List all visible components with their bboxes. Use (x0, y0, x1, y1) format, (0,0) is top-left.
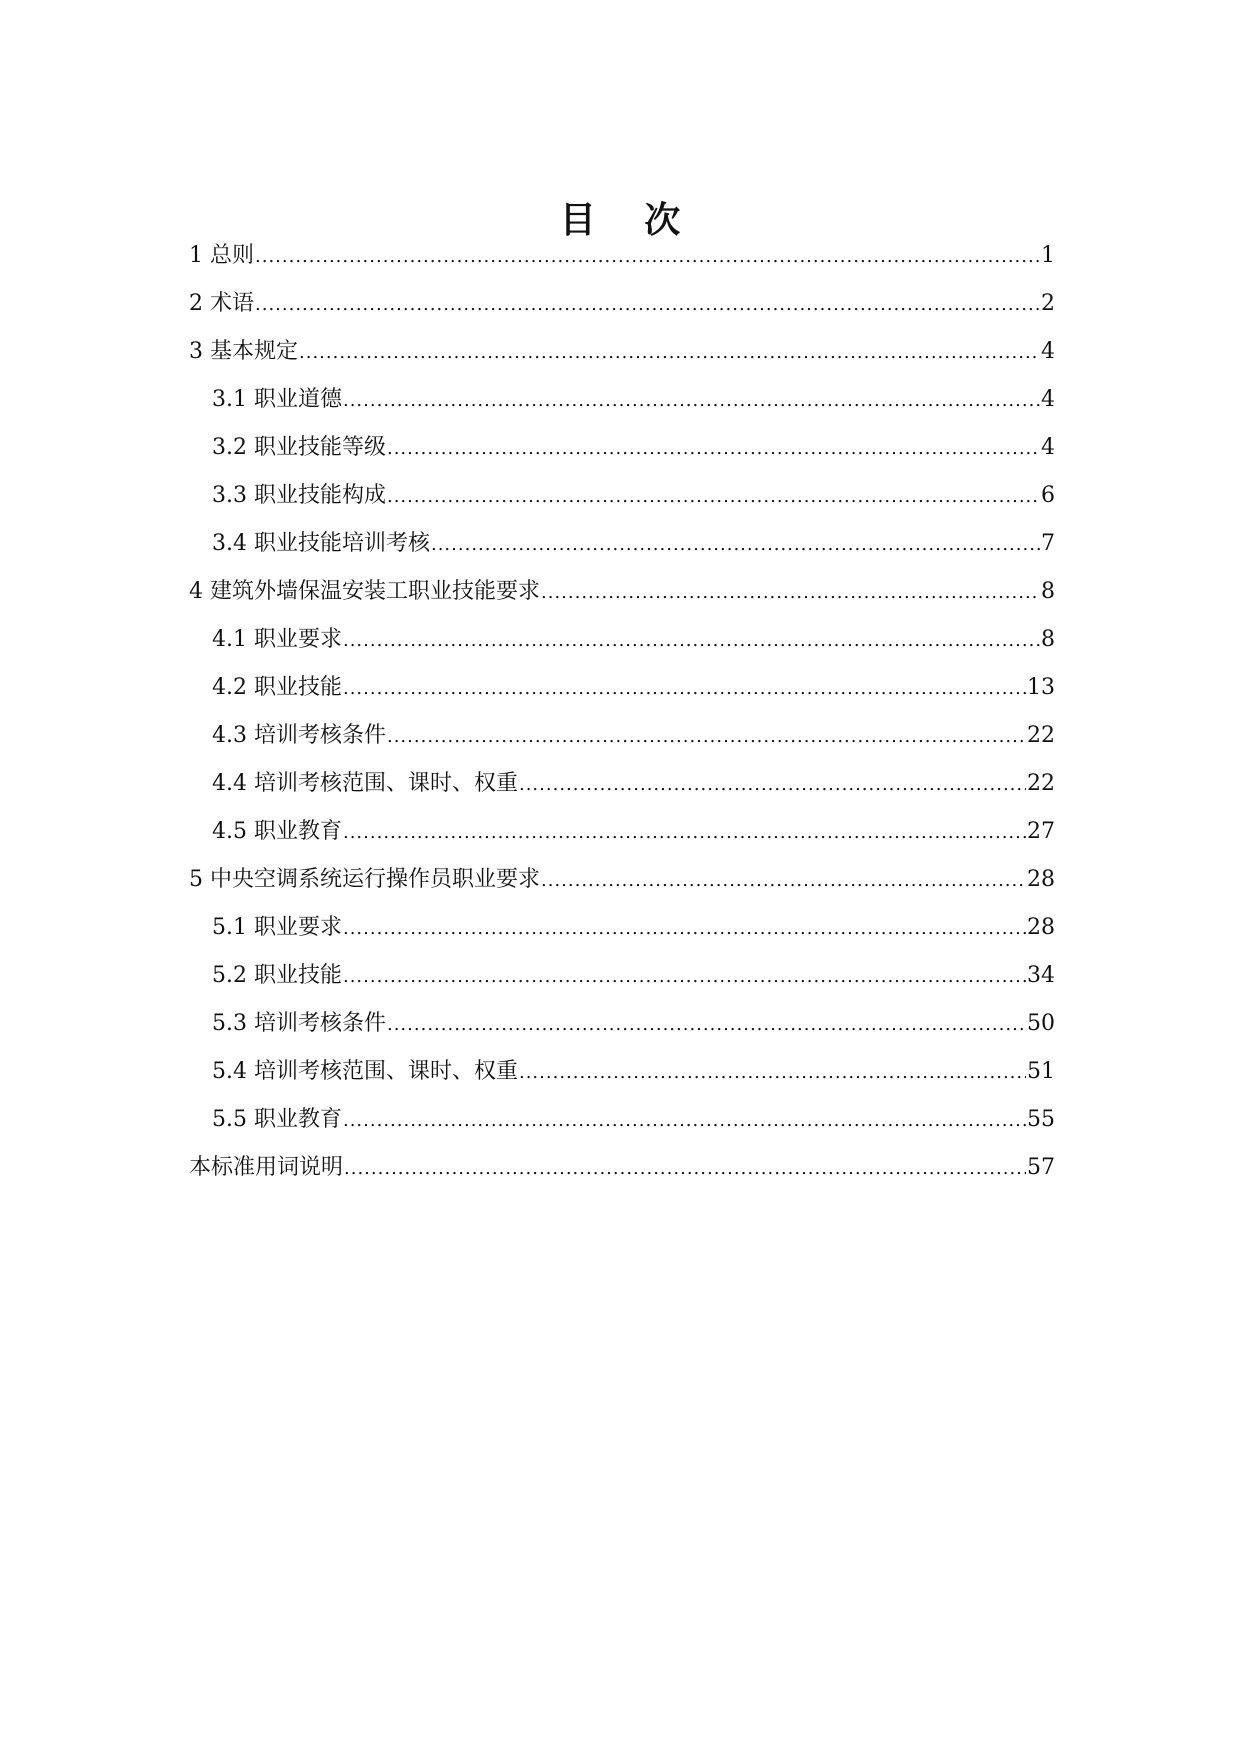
toc-subentry[interactable] (189, 760, 1055, 808)
toc-entry[interactable] (189, 280, 1055, 328)
toc-page-number: 34 (1027, 963, 1055, 988)
toc-entry-title: 3.3 职业技能构成 (212, 483, 386, 508)
toc-entry-title: 3 基本规定 (189, 339, 298, 364)
toc-entry-title: 4 建筑外墙保温安装工职业技能要求 (189, 579, 540, 604)
toc-page-number: 55 (1027, 1107, 1055, 1132)
toc-page-number: 8 (1041, 627, 1055, 652)
toc-page-number: 22 (1027, 723, 1055, 748)
toc-page-number: 57 (1027, 1155, 1055, 1180)
toc-dot-leader (387, 1001, 1026, 1049)
toc-entry-title: 5.5 职业教育 (212, 1107, 342, 1132)
toc-dot-leader (343, 377, 1040, 425)
toc-page-number: 7 (1041, 531, 1055, 556)
toc-entry-title: 4.4 培训考核范围、课时、权重 (212, 771, 518, 796)
toc-entry-title: 5.3 培训考核条件 (212, 1011, 386, 1036)
toc-entry-title: 2 术语 (189, 291, 254, 316)
toc-subentry[interactable] (189, 424, 1055, 472)
toc-dot-leader (343, 809, 1026, 857)
toc-subentry[interactable] (189, 520, 1055, 568)
toc-subentry[interactable] (189, 1000, 1055, 1048)
toc-dot-leader (387, 425, 1040, 473)
toc-page-number: 28 (1027, 915, 1055, 940)
toc-subentry[interactable] (189, 376, 1055, 424)
toc-page-number: 4 (1041, 387, 1055, 412)
toc-subentry[interactable] (189, 808, 1055, 856)
toc-entry[interactable] (189, 232, 1055, 280)
toc-entry-title: 本标准用词说明 (189, 1155, 344, 1180)
toc-entry-title: 4.2 职业技能 (212, 675, 342, 700)
toc-entry-title: 4.5 职业教育 (212, 819, 342, 844)
toc-dot-leader (343, 953, 1026, 1001)
toc-dot-leader (387, 713, 1026, 761)
toc-page-number: 1 (1041, 243, 1055, 268)
toc-subentry[interactable] (189, 472, 1055, 520)
toc-dot-leader (255, 281, 1040, 329)
toc-subentry[interactable] (189, 1048, 1055, 1096)
toc-entry-title: 5 中央空调系统运行操作员职业要求 (189, 867, 540, 892)
toc-dot-leader (541, 857, 1026, 905)
toc-dot-leader (343, 617, 1040, 665)
toc-subentry[interactable] (189, 616, 1055, 664)
toc-entry[interactable] (189, 328, 1055, 376)
toc-dot-leader (299, 329, 1040, 377)
toc-dot-leader (344, 1145, 1026, 1193)
toc-dot-leader (519, 761, 1026, 809)
toc-page-number: 22 (1027, 771, 1055, 796)
toc-page-number: 13 (1027, 675, 1055, 700)
toc-page-number: 51 (1027, 1059, 1055, 1084)
toc-entry-title: 1 总则 (189, 243, 254, 268)
toc-page-number: 2 (1041, 291, 1055, 316)
toc-entry-title: 5.2 职业技能 (212, 963, 342, 988)
toc-page-number: 8 (1041, 579, 1055, 604)
toc-page-number: 6 (1041, 483, 1055, 508)
toc-subentry[interactable] (189, 1096, 1055, 1144)
toc-subentry[interactable] (189, 904, 1055, 952)
toc-subentry[interactable] (189, 712, 1055, 760)
toc-page-number: 4 (1041, 435, 1055, 460)
toc-entry-title: 4.3 培训考核条件 (212, 723, 386, 748)
toc-dot-leader (343, 1097, 1026, 1145)
toc-entry[interactable] (189, 1144, 1055, 1192)
toc-entry-title: 5.1 职业要求 (212, 915, 342, 940)
toc-dot-leader (343, 665, 1026, 713)
toc-subentry[interactable] (189, 664, 1055, 712)
toc-page-number: 28 (1027, 867, 1055, 892)
toc-dot-leader (343, 905, 1026, 953)
table-of-contents (189, 232, 1055, 1192)
toc-entry-title: 4.1 职业要求 (212, 627, 342, 652)
toc-dot-leader (431, 521, 1040, 569)
toc-dot-leader (541, 569, 1040, 617)
toc-dot-leader (519, 1049, 1026, 1097)
toc-entry-title: 3.2 职业技能等级 (212, 435, 386, 460)
toc-entry[interactable] (189, 856, 1055, 904)
toc-page-number: 4 (1041, 339, 1055, 364)
toc-dot-leader (387, 473, 1040, 521)
page-title: 目 次 (559, 199, 699, 242)
toc-page-number: 50 (1027, 1011, 1055, 1036)
toc-entry-title: 5.4 培训考核范围、课时、权重 (212, 1059, 518, 1084)
toc-entry-title: 3.4 职业技能培训考核 (212, 531, 430, 556)
toc-subentry[interactable] (189, 952, 1055, 1000)
toc-entry-title: 3.1 职业道德 (212, 387, 342, 412)
toc-dot-leader (255, 233, 1040, 281)
toc-entry[interactable] (189, 568, 1055, 616)
toc-page-number: 27 (1027, 819, 1055, 844)
